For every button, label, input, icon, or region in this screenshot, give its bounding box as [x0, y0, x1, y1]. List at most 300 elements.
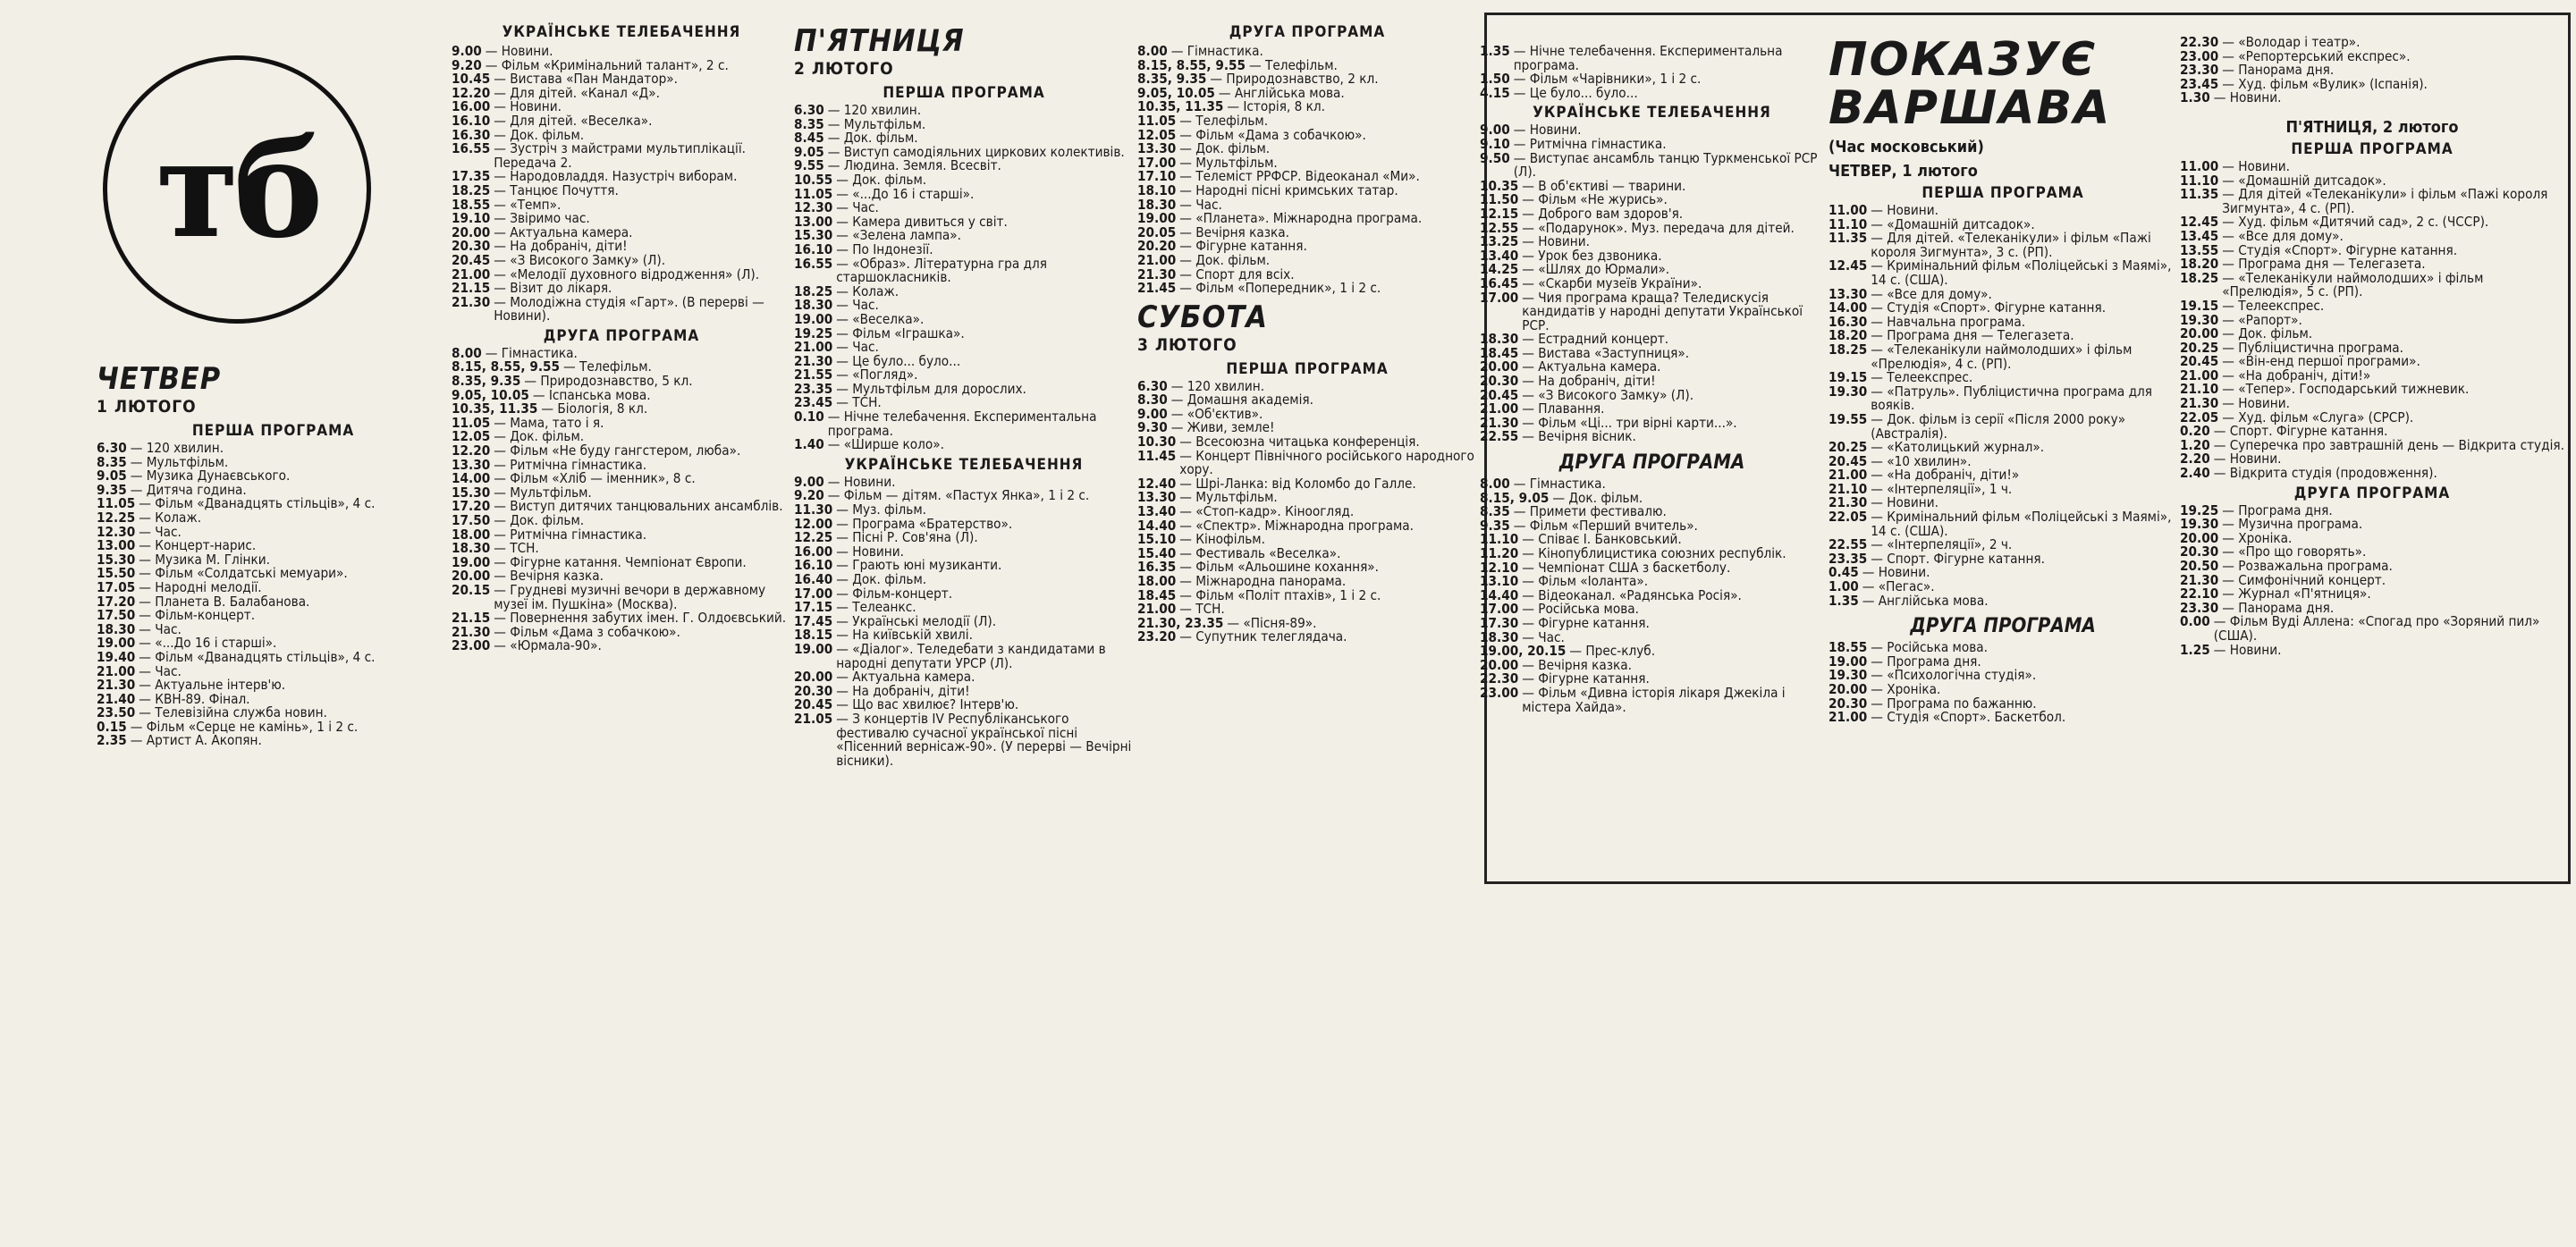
- schedule-time: 17.20: [97, 593, 136, 610]
- schedule-list: [1137, 377, 1477, 645]
- schedule-list: [452, 344, 791, 654]
- schedule-title: — Біологія, 8 кл.: [541, 400, 648, 417]
- schedule-time: 8.35: [794, 115, 824, 132]
- schedule-time: 6.30: [97, 440, 127, 456]
- schedule-title: — «Спектр». Міжнародна програма.: [1179, 517, 1414, 534]
- schedule-title: — Народні пісні кримських татар.: [1179, 181, 1398, 198]
- schedule-title: — Мультфільм.: [1179, 489, 1278, 506]
- schedule-time: 15.30: [452, 484, 491, 501]
- schedule-time: 13.40: [1480, 247, 1519, 264]
- warsaw-right-rule: [2568, 13, 2571, 884]
- schedule-time: 10.55: [794, 171, 833, 188]
- schedule-time: 22.05: [2180, 409, 2219, 425]
- schedule-title: — Худ. фільм «Слуга» (СРСР).: [2222, 409, 2414, 425]
- schedule-title: — Гімнастика.: [1513, 476, 1606, 493]
- schedule-time: 12.55: [1480, 219, 1519, 236]
- schedule-time: 17.50: [452, 512, 491, 528]
- schedule-time: 17.00: [1480, 289, 1519, 306]
- schedule-time: 23.45: [794, 394, 833, 411]
- schedule-title: — «Темп».: [494, 196, 562, 213]
- schedule-time: 11.10: [2180, 172, 2219, 189]
- day-title: ЧЕТВЕР, 1 лютого: [1829, 162, 1978, 181]
- schedule-title: — «Психологічна студія».: [1871, 667, 2037, 684]
- schedule-title: — «З Високого Замку» (Л).: [494, 251, 666, 268]
- schedule-title: — «Діалог». Теледебати з кандидатами в народні депутати УРСР (Л).: [836, 640, 1106, 671]
- schedule-time: 9.00: [1480, 122, 1510, 139]
- schedule-title: — Фігурне катання. Чемпіонат Європи.: [494, 553, 747, 570]
- schedule-time: 20.45: [452, 251, 491, 268]
- schedule-time: 1.00: [1829, 578, 1859, 595]
- schedule-title: — Естрадний концерт.: [1522, 331, 1669, 348]
- schedule-title: — Народні мелодії.: [139, 578, 262, 595]
- schedule-list: [2180, 501, 2564, 658]
- schedule-title: — Фільм «Іграшка».: [836, 324, 965, 341]
- schedule-title: — «...До 16 і старші».: [836, 185, 975, 202]
- schedule-title: — Суперечка про завтрашній день — Відкрита студія.: [2213, 436, 2564, 453]
- schedule-title: — «Інтерпеляції», 1 ч.: [1871, 480, 2013, 497]
- schedule-time: 19.00: [794, 640, 833, 657]
- schedule-title: — Вечірня казка.: [494, 568, 604, 585]
- schedule-title: — Танцює Почуття.: [494, 181, 619, 198]
- schedule-title: — Для дітей. «Канал «Д».: [494, 84, 660, 101]
- tv-logo: [103, 55, 371, 324]
- schedule-time: 19.55: [1829, 410, 1868, 427]
- schedule-time: 18.45: [1137, 586, 1177, 603]
- schedule-time: 11.30: [794, 501, 833, 518]
- schedule-title: — Фільм «Дванадцять стільців», 4 с.: [139, 648, 376, 665]
- schedule-time: 22.05: [1829, 509, 1868, 526]
- schedule-title: — Фільм «Ці... три вірні карти...».: [1522, 414, 1737, 431]
- day-date: 3 ЛЮТОГО: [1137, 334, 1237, 355]
- schedule-title: — Студія «Спорт». Фігурне катання.: [2222, 241, 2458, 258]
- schedule-time: 16.45: [1480, 274, 1519, 291]
- schedule-time: 23.00: [2180, 47, 2219, 64]
- schedule-time: 22.30: [1480, 670, 1519, 687]
- schedule-title: — Док. фільм.: [836, 171, 927, 188]
- schedule-title: — «На добраніч, діти!»: [2222, 367, 2371, 383]
- schedule-title: — Новини.: [2213, 451, 2282, 468]
- schedule-title: — Спорт. Фігурне катання.: [1871, 550, 2045, 567]
- schedule-title: — Муз. фільм.: [836, 501, 926, 518]
- schedule-title: — Фільм «Дама з собачкою».: [1179, 126, 1366, 143]
- schedule-time: 18.00: [1137, 573, 1177, 589]
- schedule-time: 12.40: [1137, 475, 1177, 492]
- schedule-title: — Гімнастика.: [485, 344, 578, 361]
- column-thursday: [97, 358, 450, 1247]
- schedule-time: 8.45: [794, 130, 824, 147]
- schedule-title: — Концерт-нарис.: [139, 537, 257, 554]
- schedule-time: 0.15: [97, 718, 127, 735]
- schedule-time: 13.45: [2180, 227, 2219, 244]
- schedule-title: — «...До 16 і старші».: [139, 635, 277, 652]
- schedule-time: 17.05: [97, 578, 136, 595]
- schedule-time: 10.30: [1137, 434, 1177, 451]
- schedule-title: — Грудневі музичні вечори в державному музеї ім. Пушкіна» (Москва).: [494, 581, 766, 612]
- schedule-time: 2.40: [2180, 465, 2210, 482]
- schedule-time: 11.05: [794, 185, 833, 202]
- schedule-item: [97, 734, 450, 748]
- schedule-time: 8.35, 9.35: [1137, 71, 1207, 88]
- schedule-time: 12.20: [452, 442, 491, 459]
- schedule-title: — Актуальна камера.: [494, 223, 633, 240]
- schedule-title: — Телеекспрес.: [2222, 297, 2325, 314]
- schedule-title: — Дитяча година.: [130, 481, 247, 498]
- schedule-title: — «Планета». Міжнародна програма.: [1179, 210, 1423, 227]
- schedule-time: 22.10: [2180, 586, 2219, 602]
- schedule-title: — Час.: [836, 199, 879, 216]
- schedule-list: [452, 45, 791, 324]
- schedule-time: 21.30: [2180, 571, 2219, 588]
- schedule-time: 22.55: [1480, 428, 1519, 445]
- schedule-title: — Худ. фільм «Вулик» (Іспанія).: [2222, 75, 2428, 92]
- schedule-title: — Мультфільм.: [827, 115, 926, 132]
- schedule-time: 16.55: [794, 255, 833, 272]
- program-heading: ДРУГА ПРОГРАМА: [1910, 615, 2096, 638]
- schedule-title: — В об'єктиві — тварини.: [1522, 177, 1686, 194]
- schedule-title: — 120 хвилин.: [827, 102, 922, 118]
- schedule-title: — Програма дня.: [1871, 653, 1981, 670]
- schedule-time: 0.00: [2180, 613, 2210, 630]
- schedule-time: 20.25: [2180, 339, 2219, 356]
- schedule-title: — Фільм «Не буду гангстером, люба».: [494, 442, 741, 459]
- schedule-time: 16.00: [452, 98, 491, 115]
- schedule-title: — «Телеканікули наймолодших» і фільм «Прелюдія», 4 с. (РП).: [1871, 341, 2133, 372]
- schedule-title: — Фільм «Альошине кохання».: [1179, 559, 1379, 576]
- day-title: СУБОТА: [1137, 299, 1268, 335]
- schedule-time: 12.10: [1480, 559, 1519, 576]
- schedule-time: 18.55: [1829, 639, 1868, 656]
- schedule-time: 9.35: [1480, 517, 1510, 534]
- schedule-item: [1137, 282, 1477, 296]
- schedule-list: [1829, 204, 2177, 608]
- schedule-title: — Актуальна камера.: [1522, 358, 1661, 375]
- tv-logo-text: тб: [156, 111, 318, 268]
- schedule-time: 21.40: [97, 690, 136, 707]
- schedule-title: — Розважальна програма.: [2222, 558, 2393, 574]
- schedule-title: — Що вас хвилює? Інтерв'ю.: [836, 696, 1019, 713]
- schedule-time: 17.00: [1480, 601, 1519, 618]
- program-heading: ПЕРША ПРОГРАМА: [1921, 184, 2084, 202]
- schedule-title: — Час.: [1522, 628, 1565, 645]
- schedule-title: — Док. фільм.: [836, 571, 927, 587]
- schedule-title: — 120 хвилин.: [1170, 377, 1265, 394]
- schedule-title: — Новини.: [2213, 641, 2282, 658]
- schedule-title: — Програма по бажанню.: [1871, 695, 2037, 712]
- schedule-time: 1.20: [2180, 436, 2210, 453]
- schedule-title: — «Юрмала-90».: [494, 637, 602, 654]
- schedule-time: 13.30: [1137, 140, 1177, 157]
- schedule-time: 21.10: [2180, 381, 2219, 398]
- schedule-time: 20.00: [1480, 656, 1519, 673]
- schedule-title: — Візит до лікаря.: [494, 280, 612, 297]
- schedule-title: — Фільм Вуді Аллена: «Спогад про «Зоряний пил» (США).: [2213, 613, 2540, 644]
- schedule-time: 20.05: [1137, 223, 1177, 240]
- schedule-item: [1829, 711, 2177, 725]
- schedule-title: — Грають юні музиканти.: [836, 557, 1002, 574]
- schedule-title: — Чия програма краща? Теледискусія кандидатів у народні депутати Української РСР.: [1522, 289, 1803, 333]
- schedule-time: 19.30: [1829, 667, 1868, 684]
- schedule-time: 21.00: [1829, 709, 1868, 726]
- schedule-title: — Док. фільм.: [827, 130, 918, 147]
- schedule-time: 9.00: [452, 43, 482, 59]
- schedule-time: 8.30: [1137, 392, 1168, 409]
- schedule-item: [794, 640, 1134, 671]
- schedule-time: 8.00: [1480, 476, 1510, 493]
- schedule-time: 14.40: [1137, 517, 1177, 534]
- schedule-title: — Телевізійна служба новин.: [139, 704, 327, 721]
- schedule-title: — Час.: [836, 297, 879, 314]
- schedule-time: 21.30: [1829, 494, 1868, 511]
- schedule-title: — Публіцистична програма.: [2222, 339, 2404, 356]
- schedule-item: [2180, 641, 2564, 658]
- schedule-time: 0.10: [794, 409, 824, 425]
- schedule-title: — Природознавство, 5 кл.: [524, 373, 693, 390]
- program-heading: ДРУГА ПРОГРАМА: [1229, 23, 1386, 41]
- schedule-time: 18.10: [1137, 181, 1177, 198]
- schedule-title: — Симфонічний концерт.: [2222, 571, 2386, 588]
- schedule-time: 21.55: [794, 367, 833, 383]
- day-date: 1 ЛЮТОГО: [97, 397, 197, 417]
- schedule-title: — Док. фільм.: [1179, 140, 1271, 157]
- schedule-title: — Планета В. Балабанова.: [139, 593, 310, 610]
- schedule-item: [1829, 232, 2177, 259]
- column-friday-second-saturday: [1137, 18, 1477, 907]
- schedule-time: 20.00: [2180, 325, 2219, 342]
- schedule-time: 12.45: [1829, 257, 1868, 274]
- schedule-title: — Плавання.: [1522, 400, 1605, 417]
- schedule-time: 19.30: [2180, 516, 2219, 533]
- schedule-title: — «Телеканікули наймолодших» і фільм «Прелюдія», 5 с. (РП).: [2222, 269, 2484, 300]
- schedule-title: — Док. фільм.: [494, 126, 585, 143]
- schedule-time: 2.20: [2180, 451, 2210, 468]
- schedule-time: 6.30: [1137, 377, 1168, 394]
- schedule-title: — Ритмічна гімнастика.: [494, 456, 647, 473]
- schedule-title: — Повернення забутих імен. Г. Олдоєвський.: [494, 610, 787, 627]
- schedule-time: 18.15: [794, 627, 833, 644]
- schedule-time: 22.30: [2180, 34, 2219, 50]
- schedule-title: — Людина. Земля. Всесвіт.: [827, 157, 1001, 174]
- schedule-title: — Фігурне катання.: [1522, 614, 1650, 631]
- schedule-item: [1480, 84, 1824, 101]
- schedule-time: 20.30: [452, 238, 491, 255]
- schedule-title: — Колаж.: [836, 282, 899, 299]
- schedule-time: 18.45: [1480, 344, 1519, 361]
- schedule-time: 11.00: [1829, 202, 1868, 218]
- day-title: П'ЯТНИЦЯ, 2 лютого: [2285, 117, 2459, 137]
- schedule-time: 19.25: [794, 324, 833, 341]
- schedule-title: — Док. фільм.: [1179, 251, 1271, 268]
- schedule-time: 19.00: [452, 553, 491, 570]
- schedule-title: — Телеанкс.: [836, 599, 916, 616]
- schedule-title: — Док. фільм із серії «Після 2000 року» (Австралія).: [1871, 410, 2126, 442]
- schedule-time: 11.05: [97, 495, 136, 512]
- schedule-item: [1829, 343, 2177, 371]
- warsaw-title-line1: ПОКАЗУЄ: [1829, 33, 2097, 87]
- schedule-title: — Для дітей. «Веселка».: [494, 112, 653, 129]
- schedule-time: 17.00: [1137, 154, 1177, 171]
- schedule-item: [1480, 149, 1824, 181]
- schedule-list: [97, 442, 450, 748]
- schedule-title: — Вечірня вісник.: [1522, 428, 1636, 445]
- schedule-time: 19.30: [2180, 311, 2219, 328]
- top-rule: [1484, 13, 2571, 15]
- schedule-time: 21.00: [97, 662, 136, 679]
- schedule-item: [452, 142, 791, 170]
- schedule-title: — Док. фільм.: [2222, 325, 2313, 342]
- schedule-time: 18.30: [452, 540, 491, 557]
- schedule-time: 14.00: [1829, 299, 1868, 316]
- schedule-item: [2180, 91, 2564, 105]
- schedule-title: — Хроніка.: [2222, 529, 2293, 546]
- schedule-time: 18.30: [1480, 628, 1519, 645]
- schedule-time: 16.00: [794, 543, 833, 560]
- schedule-title: — Фільм «Дама з собачкою».: [494, 623, 680, 640]
- schedule-title: — Фестиваль «Веселка».: [1179, 544, 1341, 561]
- program-heading: ПЕРША ПРОГРАМА: [883, 84, 1045, 102]
- schedule-time: 20.00: [794, 669, 833, 686]
- schedule-time: 21.45: [1137, 280, 1177, 297]
- schedule-title: — Час.: [139, 523, 182, 540]
- schedule-title: — Хроніка.: [1871, 681, 1941, 697]
- schedule-title: — 120 хвилин.: [130, 440, 224, 456]
- schedule-list: [1480, 45, 1824, 100]
- schedule-time: 18.30: [794, 297, 833, 314]
- schedule-title: — Фільм — дітям. «Пастух Янка», 1 і 2 с.: [827, 487, 1090, 504]
- schedule-list: [794, 473, 1134, 769]
- schedule-title: — Фільм «Хліб — іменник», 8 с.: [494, 470, 696, 487]
- schedule-title: — Кримінальний фільм «Поліцейські з Маямі», 14 с. (США).: [1871, 509, 2172, 539]
- schedule-title: — Музична програма.: [2222, 516, 2363, 533]
- schedule-title: — Новини.: [2222, 157, 2290, 174]
- schedule-time: 9.05: [794, 143, 824, 160]
- schedule-title: — Російська мова.: [1871, 639, 1988, 656]
- schedule-time: 21.30, 23.35: [1137, 614, 1224, 631]
- schedule-time: 23.20: [1137, 628, 1177, 645]
- schedule-time: 20.00: [1829, 681, 1868, 697]
- schedule-title: — «З Високого Замку» (Л).: [1522, 386, 1694, 403]
- schedule-time: 17.50: [97, 607, 136, 624]
- schedule-time: 9.20: [452, 56, 482, 73]
- schedule-title: — Доброго вам здоров'я.: [1522, 205, 1684, 222]
- schedule-title: — Час.: [139, 662, 182, 679]
- schedule-title: — На київській хвилі.: [836, 627, 973, 644]
- schedule-time: 17.15: [794, 599, 833, 616]
- schedule-title: — Фільм «Дванадцять стільців», 4 с.: [139, 495, 376, 512]
- schedule-time: 1.40: [794, 436, 824, 453]
- schedule-title: — Вистава «Пан Мандатор».: [494, 71, 678, 88]
- schedule-time: 12.25: [794, 529, 833, 546]
- schedule-time: 21.00: [1480, 400, 1519, 417]
- schedule-time: 19.15: [1829, 369, 1868, 386]
- schedule-title: — «Про що говорять».: [2222, 543, 2367, 560]
- schedule-time: 16.35: [1137, 559, 1177, 576]
- schedule-title: — «Мелодії духовного відродження» (Л).: [494, 265, 760, 282]
- schedule-time: 19.30: [1829, 383, 1868, 400]
- schedule-title: — Новини.: [494, 98, 562, 115]
- schedule-time: 20.45: [1829, 452, 1868, 469]
- schedule-item: [794, 410, 1134, 438]
- schedule-title: — «Тепер». Господарський тижневик.: [2222, 381, 2470, 398]
- day-date: 2 ЛЮТОГО: [794, 59, 894, 79]
- schedule-title: — Ритмічна гімнастика.: [494, 526, 647, 543]
- schedule-title: — ТСН.: [1179, 601, 1225, 618]
- schedule-time: 21.30: [97, 677, 136, 694]
- schedule-title: — «Рапорт».: [2222, 311, 2302, 328]
- schedule-time: 9.50: [1480, 149, 1510, 166]
- schedule-time: 20.30: [1829, 695, 1868, 712]
- schedule-title: — Новини.: [1513, 122, 1582, 139]
- schedule-time: 21.00: [794, 339, 833, 356]
- schedule-title: — Новини.: [2213, 89, 2282, 106]
- schedule-title: — Нічне телебачення. Експериментальна програма.: [827, 409, 1097, 439]
- schedule-time: 1.50: [1480, 71, 1510, 88]
- schedule-time: 11.00: [2180, 157, 2219, 174]
- schedule-time: 9.00: [794, 473, 824, 490]
- schedule-time: 20.20: [1137, 238, 1177, 255]
- program-heading: ПЕРША ПРОГРАМА: [1226, 359, 1389, 378]
- schedule-time: 20.00: [452, 568, 491, 585]
- schedule-item: [452, 639, 791, 653]
- schedule-time: 22.55: [1829, 536, 1868, 553]
- schedule-title: — ТСН.: [836, 394, 882, 411]
- schedule-title: — Програма дня.: [2222, 501, 2333, 518]
- schedule-title: — Фільм «Політ птахів», 1 і 2 с.: [1179, 586, 1381, 603]
- schedule-title: — Фільм «Серце не камінь», 1 і 2 с.: [130, 718, 359, 735]
- schedule-time: 21.30: [794, 352, 833, 369]
- column-warsaw-friday: [2180, 36, 2564, 925]
- schedule-item: [1480, 684, 1824, 715]
- schedule-list: [1480, 477, 1824, 714]
- program-heading: ПЕРША ПРОГРАМА: [2291, 139, 2454, 158]
- schedule-time: 9.00: [1137, 405, 1168, 422]
- schedule-title: — Супутник телеглядача.: [1179, 628, 1347, 645]
- schedule-time: 21.30: [1480, 414, 1519, 431]
- schedule-time: 17.00: [794, 585, 833, 602]
- schedule-title: — Панорама дня.: [2222, 62, 2335, 79]
- schedule-title: — Живи, земле!: [1170, 419, 1275, 436]
- schedule-title: — «Репортерський експрес».: [2222, 47, 2411, 64]
- schedule-title: — Програма дня — Телегазета.: [1871, 327, 2074, 344]
- schedule-title: — Мультфільм для дорослих.: [836, 380, 1026, 397]
- schedule-title: — Історія, 8 кл.: [1227, 98, 1325, 115]
- schedule-title: — Пісні Р. Сов'яна (Л).: [836, 529, 978, 546]
- schedule-time: 21.30: [452, 293, 491, 310]
- column-friday: [794, 20, 1134, 909]
- schedule-time: 20.00: [452, 223, 491, 240]
- schedule-time: 18.55: [452, 196, 491, 213]
- schedule-title: — Виступ дитячих танцювальних ансамблів.: [494, 498, 783, 515]
- schedule-title: — Фігурне катання.: [1179, 238, 1307, 255]
- schedule-time: 6.30: [794, 102, 824, 118]
- schedule-time: 20.25: [1829, 439, 1868, 456]
- schedule-time: 16.10: [794, 240, 833, 257]
- schedule-item: [794, 257, 1134, 285]
- schedule-time: 23.35: [794, 380, 833, 397]
- schedule-title: — Журнал «П'ятниця».: [2222, 586, 2371, 602]
- schedule-title: — Фільм «Чарівники», 1 і 2 с.: [1513, 71, 1702, 88]
- schedule-time: 10.35: [1480, 177, 1519, 194]
- schedule-title: — Кінофільм.: [1179, 531, 1265, 548]
- schedule-time: 12.05: [452, 428, 491, 445]
- schedule-time: 19.40: [97, 648, 136, 665]
- schedule-title: — Виступ самодіяльних циркових колективів.: [827, 143, 1125, 160]
- schedule-title: — «Погляд».: [836, 367, 918, 383]
- schedule-time: 8.35: [1480, 503, 1510, 520]
- schedule-time: 11.05: [452, 414, 491, 431]
- schedule-time: 8.00: [1137, 43, 1168, 59]
- schedule-item: [1137, 447, 1477, 478]
- schedule-time: 21.15: [452, 280, 491, 297]
